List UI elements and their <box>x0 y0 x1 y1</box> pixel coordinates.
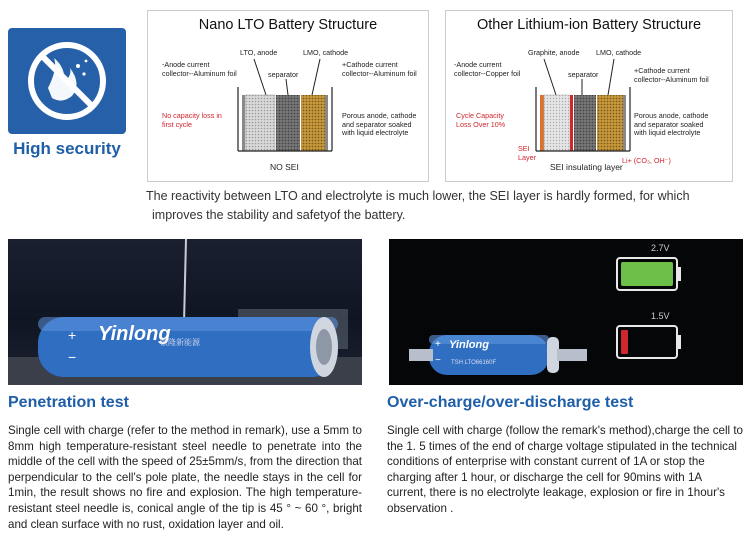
description-line-1: The reactivity between LTO and electrolyte is much lower, the SEI layer is hardly formed, for which <box>146 189 690 203</box>
lto-separator-label: separator <box>268 70 299 79</box>
li-anode-label: Graphite, anode <box>528 48 580 57</box>
li-ion-structure-panel <box>445 10 733 182</box>
li-anode-collector: -Anode current collector--Copper foil <box>454 60 521 78</box>
li-loss-note: Cycle Capacity Loss Over 10% <box>456 111 506 129</box>
lto-cathode-label: LMO, cathode <box>303 48 349 57</box>
overcharge-test-photo <box>389 239 743 385</box>
li-panel-title: Other Lithium-ion Battery Structure <box>476 17 702 33</box>
li-porous-note: Porous anode, cathode and separator soaked with liquid electrolyte <box>634 111 709 137</box>
li-cathode-label: LMO, cathode <box>596 48 642 57</box>
left-brand-logo: Yinlong <box>98 323 171 345</box>
low-battery-icon <box>617 326 681 358</box>
shield-no-fire-icon <box>8 28 126 134</box>
penetration-test-body: Single cell with charge (refer to the method in remark), use a 5mm to 8mm high temperature-resistant steel needle to penetrate into the middle of the cell with the speed of 25±5mm/s, from the direction that perpendicular to the cell's pole plate, the needle stays in the cell for 1min, the result shows no fire and explosion. The high temperature-resistant steel needle is, conical angle of the tip is 45 ° ~ 60 °, bright and clean surface with no rust, oxidation layer and oil. <box>8 424 362 531</box>
lto-anode-label: LTO, anode <box>240 48 278 57</box>
li-ion-note: Li+ (CO₃, OH⁻) <box>622 156 671 165</box>
left-brand-sub: 银隆新能源 <box>160 338 200 347</box>
li-cell-diagram <box>534 55 634 159</box>
lto-structure-panel <box>147 10 429 182</box>
overcharge-test-body: Single cell with charge (follow the remark's method),charge the cell to the 1. 5 times of the end of charge voltage stipulated in the technical conditions of enterprise with constant current of 1A or stop the charging after 1 hour, or discharge the cell for 90mins with 1A current, there is no electrolyte leakage, explosion or fire in 1hour's observation . <box>387 424 743 515</box>
overcharge-test-title: Over-charge/over-discharge test <box>387 394 634 411</box>
lto-porous-note: Porous anode, cathode and separator soaked with liquid electrolyte <box>342 111 417 137</box>
lto-no-sei-label: NO SEI <box>270 162 299 172</box>
li-cathode-collector: +Cathode current collector--Aluminum foil <box>634 66 709 84</box>
cell-with-battery-icons <box>389 239 743 385</box>
right-minus-sign: − <box>435 355 441 366</box>
lto-cell-diagram <box>236 55 336 159</box>
left-minus-sign: − <box>68 349 77 365</box>
lto-anode-collector: -Anode current collector--Aluminum foil <box>162 60 237 78</box>
li-separator-label: separator <box>568 70 599 79</box>
high-security-badge <box>8 28 126 134</box>
li-sei-insulating-label: SEI insulating layer <box>550 162 623 172</box>
right-brand-logo: Yinlong <box>449 339 489 351</box>
right-plus-sign: + <box>435 339 441 350</box>
lto-loss-note: No capacity loss in first cycle <box>162 111 222 129</box>
voltage-high-label: 2.7V <box>651 243 670 253</box>
left-plus-sign: + <box>68 327 77 343</box>
full-battery-icon <box>617 258 681 290</box>
penetration-test-title: Penetration test <box>8 394 129 411</box>
lto-cathode-collector: +Cathode current collector--Aluminum foil <box>342 60 417 78</box>
description-line-2: improves the stability and safetyof the battery. <box>152 208 406 222</box>
voltage-low-label: 1.5V <box>651 311 670 321</box>
high-security-label: High security <box>13 139 121 158</box>
li-sei-layer-label: SEI Layer <box>518 144 536 162</box>
needle-cell-illustration <box>8 239 362 385</box>
cell-model-label: TSH LTO66160F <box>451 360 497 366</box>
penetration-test-photo <box>8 239 362 385</box>
lto-panel-title: Nano LTO Battery Structure <box>198 17 378 33</box>
